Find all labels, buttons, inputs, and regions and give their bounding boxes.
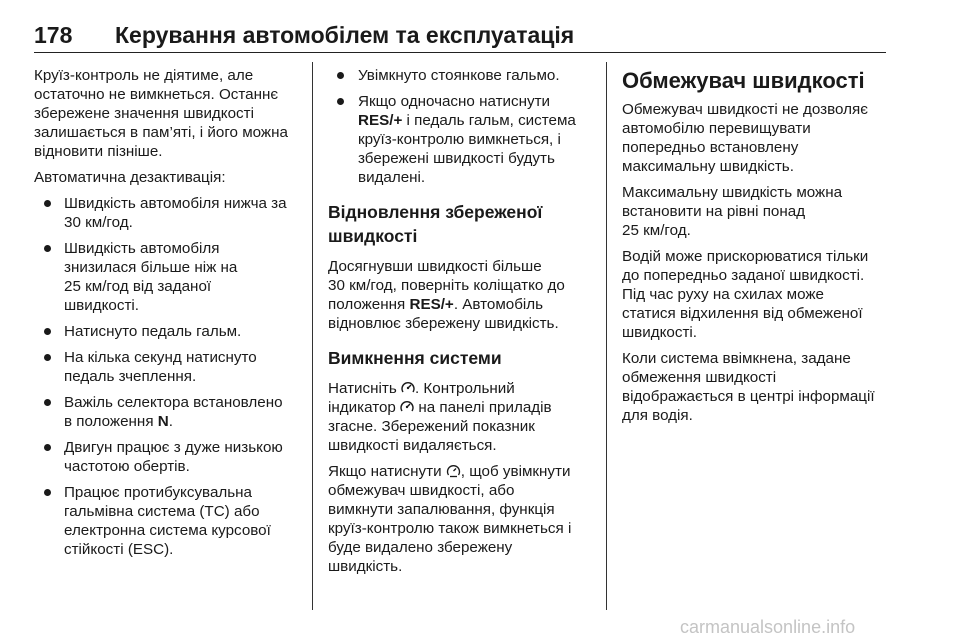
list-item: Працює протибуксувальна гальмівна система (TC) або електронна система курсової стійкості (ESC). (34, 483, 306, 559)
list-item: Увімкнуто стоянкове гальмо. (328, 66, 600, 85)
resume-paragraph: Досягнувши швидкості більше 30 км/год, поверніть коліщатко до положення RES/+. Автомобіль відновлює збережену швидкість. (328, 258, 565, 332)
section-heading-speed-limiter: Обмежувач швидкості (622, 68, 865, 93)
bullet-icon (44, 399, 51, 406)
column-1 (34, 66, 306, 566)
bullet-icon (337, 72, 344, 79)
bullet-icon (337, 98, 344, 105)
header-divider (34, 52, 886, 53)
bullet-icon (44, 489, 51, 496)
bullet-icon (44, 328, 51, 335)
limiter-paragraph-1: Обмежувач швидкості не дозволяє автомобілю перевищувати попередньо встановлену максимальну швидкість. (622, 101, 868, 175)
page-header (34, 22, 886, 52)
column-3 (622, 68, 890, 432)
page-title: Керування автомобілем та експлуатація (115, 22, 575, 48)
list-item: Швидкість автомобіля нижча за 30 км/год. (34, 194, 306, 232)
page-number: 178 (34, 22, 73, 48)
limiter-paragraph-2: Максимальну швидкість можна встановити на рівні понад 25 км/год. (622, 184, 843, 239)
auto-deactivation-label: Автоматична дезактивація: (34, 169, 226, 186)
column-divider-1 (312, 62, 313, 610)
disable-paragraph: Натисніть . Контрольний індикатор на панелі приладів згасне. Збережений показник швидкості видаляється. (328, 380, 552, 454)
deactivation-list (34, 194, 306, 559)
list-item: Натиснуто педаль гальм. (34, 322, 306, 341)
bullet-icon (44, 245, 51, 252)
speed-limiter-icon (446, 464, 461, 478)
list-item: На кілька секунд натиснуто педаль зчеплення. (34, 348, 306, 386)
column-2 (328, 66, 600, 583)
list-item: Двигун працює з дуже низькою частотою обертів. (34, 438, 306, 476)
bullet-icon (44, 200, 51, 207)
cruise-control-icon (401, 381, 415, 395)
deactivation-list-continued (328, 66, 600, 187)
list-item: Якщо одночасно натиснути RES/+ і педаль гальм, система круїз-контролю вимкнеться, і збережені швидкості будуть видалені. (328, 92, 600, 187)
bullet-icon (44, 444, 51, 451)
limiter-paragraph-3: Водій може прискорюватися тільки до попередньо заданої швидкості. Під час руху на схилах може статися відхилення від обмеженої швидкості. (622, 248, 869, 341)
list-item: Важіль селектора встановлено в положення N. (34, 393, 306, 431)
list-item: Швидкість автомобіля знизилася більше ніж на 25 км/год від заданої швидкості. (34, 239, 306, 315)
section-heading-resume: Відновлення збереженої швидкості (328, 202, 543, 246)
watermark: carmanualsonline.info (680, 617, 856, 637)
intro-paragraph: Круїз-контроль не діятиме, але остаточно не вимкнеться. Останнє збережене значення швидкості залишається в пам’яті, і його можна відновити пізніше. (34, 67, 288, 160)
limiter-switch-paragraph: Якщо натиснути , щоб увімкнути обмежувач швидкості, або вимкнути запалювання, функція круїз-контролю також вимкнеться і буде видалено збережену швидкість. (328, 463, 572, 575)
bullet-icon (44, 354, 51, 361)
section-heading-disable: Вимкнення системи (328, 348, 502, 368)
limiter-paragraph-4: Коли система ввімкнена, задане обмеження швидкості відображається в центрі інформації для водія. (622, 350, 875, 424)
cruise-control-icon (400, 400, 414, 414)
column-divider-2 (606, 62, 607, 610)
